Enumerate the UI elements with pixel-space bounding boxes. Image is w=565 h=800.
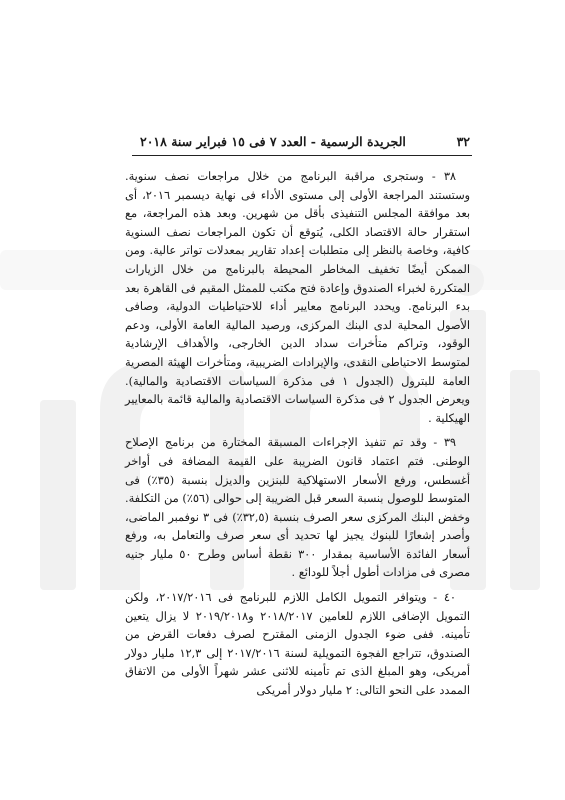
paragraph-39: ٣٩ - وقد تم تنفيذ الإجراءات المسبقة المختارة من برنامج الإصلاح الوطنى. فتم اعتماد قانون الضريبة على القيمة المضافة فى أواخر أغسطس، ورفع الأسعار الاستهلاكية للبنزين والديزل بنسبة (٣٥٪) فى المتوسط للوصول بنسبة السعر قبل الضريبة إلى حوالى (٥٦٪) من التكلفة. وخفض البنك المركزى سعر الصرف بنسبة (٣٢,٥٪) فى ٣ نوفمبر الماضى، وأصدر إشعارًا للبنوك يجيز لها تحديد أى سعر صرف والتعامل به، ورفع أسعار الفائدة الأساسية بمقدار ٣٠٠ نقطة أساس وطرح ٥٠ مليار جنيه مصرى فى مزادات أطول أجلاً للودائع . xyxy=(125,436,471,580)
paragraph-38: ٣٨ - وستجرى مراقبة البرنامج من خلال مراجعات نصف سنوية. وستستند المراجعة الأولى إلى مستوى الأداء فى نهاية ديسمبر ٢٠١٦، أى بعد موافقة المجلس التنفيذى بأقل من شهرين. وبعد هذه المراجعة، مع استقرار حالة الاقتصاد الكلى، يُتوقع أن تكون المراجعات نصف السنوية كافية، وخاصة بالنظر إلى متطلبات إعداد تقارير بمعدلات تواتر عالية. ومن الممكن أيضًا تخفيف المخاطر المحيطة بالبرنامج من خلال الزيارات المتكررة لخبراء الصندوق وإعادة فتح مكتب للممثل المقيم فى القاهرة بعد بدء البرنامج. ويحدد البرنامج معايير أداء للاحتياطيات الدولية، وصافى الأصول المحلية لدى البنك المركزى، ورصيد المالية العامة الأولى، ودعم الوقود، وتراكم متأخرات سداد الدين الخارجى، والأهداف الإرشادية لمتوسط الاحتياطى النقدى، والإيرادات الضريبية، ومتأخرات الهيئة المصرية العامة للبترول (الجدول ١ فى مذكرة السياسات الاقتصادية والمالية). ويعرض الجدول ٢ فى مذكرة السياسات الاقتصادية والمالية قائمة بالمعايير الهيكلية . xyxy=(125,170,471,425)
page-number: ٣٢ xyxy=(456,133,470,149)
publication-title: الجريدة الرسمية - العدد ٧ فى ١٥ فبراير سنة ٢٠١٨ xyxy=(140,133,406,149)
header-divider xyxy=(132,155,472,156)
page-header xyxy=(140,131,470,151)
document-body xyxy=(125,168,470,704)
paragraph-40: ٤٠ - ويتوافر التمويل الكامل اللازم للبرنامج فى ٢٠١٧/٢٠١٦، ولكن التمويل الإضافى اللازم للعامين ٢٠١٨/٢٠١٧ و٢٠١٩/٢٠١٨ لا يزال يتعين تأمينه. ففى ضوء الجدول الزمنى المقترح لصرف دفعات القرض من الصندوق، تتراجع الفجوة التمويلية لسنة ٢٠١٧/٢٠١٦ إلى ١٢,٣ مليار دولار أمريكى، وهو المبلغ الذى تم تأمينه للاثنى عشر شهراً الأولى من الاتفاق الممدد على النحو التالى: ٢ مليار دولار أمريكى xyxy=(125,591,471,698)
